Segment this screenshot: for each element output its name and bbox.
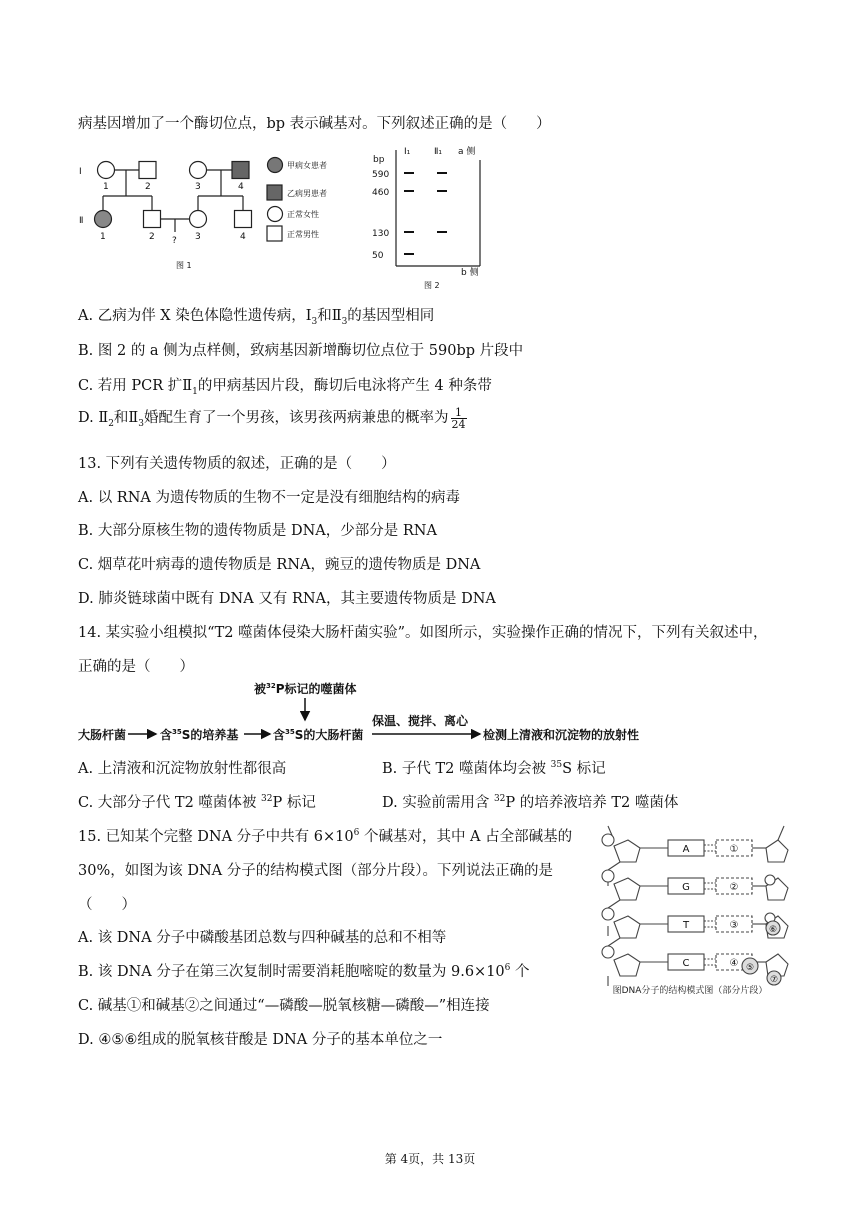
pedigree-id: 3 xyxy=(195,232,201,242)
q14-option-d: D. 实验前需用含 $^{32}$P 的培养液培养 T2 噬菌体 xyxy=(382,794,679,811)
q13-option-a: A. 以 RNA 为遗传物质的生物不一定是没有细胞结构的病毒 xyxy=(78,490,460,506)
page-footer: 第 4页，共 13页 xyxy=(384,1152,476,1166)
gel-bp-label: bp xyxy=(373,155,385,165)
phage-experiment-flow xyxy=(76,676,676,748)
flow-node-detect: 检测上清液和沉淀物的放射性 xyxy=(483,728,640,742)
q12-option-a: A. 乙病为伴 X 染色体隐性遗传病，$Ⅰ_3$和$Ⅱ_3$的基因型相同 xyxy=(78,308,435,327)
legend-affected-female-a: 甲病女患者 xyxy=(287,161,327,170)
q14-stem-line1: 14. 某实验小组模拟“T2 噬菌体侵染大肠杆菌实验”。如图所示，实验操作正确的情况下，下列有关叙述中， xyxy=(78,625,768,641)
pedigree-id: 2 xyxy=(145,182,151,192)
q15-stem-line1: 15. 已知某个完整 DNA 分子中共有 $6\times 10^6$ 个碱基对，其中 A 占全部碱基的 xyxy=(78,828,573,845)
pedigree-id: 4 xyxy=(238,182,244,192)
pedigree-id: 4 xyxy=(240,232,246,242)
q13-option-c: C. 烟草花叶病毒的遗传物质是 RNA，豌豆的遗传物质是 DNA xyxy=(78,557,481,573)
flow-node-labeled-ecoli: 含$^{35}$S的大肠杆菌 xyxy=(273,728,364,742)
figure1-caption: 图 1 xyxy=(176,261,192,270)
pedigree-gen-II: Ⅱ xyxy=(79,216,84,226)
gel-a-side: a 侧 xyxy=(458,147,476,157)
pedigree-id: 2 xyxy=(149,232,155,242)
pedigree-figure xyxy=(76,148,351,276)
electrophoresis-figure xyxy=(368,142,503,292)
legend-affected-male-b: 乙病男患者 xyxy=(287,189,327,198)
gel-lane-II1: Ⅱ₁ xyxy=(434,147,443,157)
q14-option-b: B. 子代 T2 噬菌体均会被 $^{35}$S 标记 xyxy=(382,760,606,777)
dna-pair-2: ② xyxy=(729,882,739,893)
q13-stem: 13. 下列有关遗传物质的叙述，正确的是（ ） xyxy=(78,456,396,472)
fraction: $\frac{1}{24}$ xyxy=(451,405,466,431)
q14-option-c: C. 大部分子代 T2 噬菌体被 $^{32}$P 标记 xyxy=(78,794,316,811)
gel-size-130: 130 xyxy=(372,229,390,239)
flow-arrow-label: 保温、搅拌、离心 xyxy=(372,714,469,728)
q15-option-b: B. 该 DNA 分子在第三次复制时需要消耗胞嘧啶的数量为 $9.6\times 10^6$ 个 xyxy=(78,963,530,980)
flow-node-ecoli: 大肠杆菌 xyxy=(78,728,127,742)
q14-option-a: A. 上清液和沉淀物放射性都很高 xyxy=(78,761,287,777)
dna-figure-caption: 图DNA分子的结构模式图（部分片段） xyxy=(612,986,768,994)
figure2-caption: 图 2 xyxy=(424,281,440,290)
dna-pair-4: ④ xyxy=(729,958,739,969)
dna-mark-6: ⑥ xyxy=(768,925,778,935)
q15-stem-line3: （ ） xyxy=(78,897,136,913)
q15-stem-line2: 30%，如图为该 DNA 分子的结构模式图（部分片段）。下列说法正确的是 xyxy=(78,863,553,879)
pedigree-id: 1 xyxy=(103,182,109,192)
q14-stem-line2: 正确的是（ ） xyxy=(78,659,194,675)
dna-mark-7: ⑦ xyxy=(769,975,779,985)
gel-lane-I1: Ⅰ₁ xyxy=(404,147,411,157)
dna-pair-1: ① xyxy=(729,844,739,855)
dna-pair-3: ③ xyxy=(729,920,739,931)
q12-stem-tail: 病基因增加了一个酶切位点，bp 表示碱基对。下列叙述正确的是（ ） xyxy=(78,116,551,132)
gel-b-side: b 侧 xyxy=(461,268,479,278)
dna-base-A: A xyxy=(682,844,690,855)
q15-option-c: C. 碱基①和碱基②之间通过“—磷酸—脱氧核糖—磷酸—”相连接 xyxy=(78,998,490,1014)
pedigree-id: 3 xyxy=(195,182,201,192)
gel-size-590: 590 xyxy=(372,170,390,180)
q15-option-d: D. ④⑤⑥组成的脱氧核苷酸是 DNA 分子的基本单位之一 xyxy=(78,1032,443,1048)
gel-size-460: 460 xyxy=(372,188,390,198)
flow-node-medium: 含$^{35}$S的培养基 xyxy=(160,728,239,742)
pedigree-id: 1 xyxy=(100,232,106,242)
dna-base-G: G xyxy=(682,882,690,893)
dna-base-C: C xyxy=(682,958,690,969)
q12-option-d: D. $Ⅱ_2$和$Ⅱ_3$婚配生育了一个男孩，该男孩两病兼患的概率为 $\frac{1}{24}$ xyxy=(78,405,466,431)
flow-top-label: 被$^{32}$P标记的噬菌体 xyxy=(254,682,357,696)
q13-option-b: B. 大部分原核生物的遗传物质是 DNA，少部分是 RNA xyxy=(78,523,437,539)
dna-mark-5: ⑤ xyxy=(745,963,755,973)
legend-normal-male: 正常男性 xyxy=(287,230,319,239)
dna-structure-figure xyxy=(590,818,790,994)
pedigree-question-mark: ? xyxy=(172,236,177,246)
q12-option-b: B. 图 2 的 a 侧为点样侧，致病基因新增酶切位点位于 590bp 片段中 xyxy=(78,343,524,359)
legend-normal-female: 正常女性 xyxy=(287,210,319,219)
pedigree-gen-I: Ⅰ xyxy=(79,167,82,177)
dna-base-T: T xyxy=(682,920,690,931)
q13-option-d: D. 肺炎链球菌中既有 DNA 又有 RNA，其主要遗传物质是 DNA xyxy=(78,591,496,607)
q15-option-a: A. 该 DNA 分子中磷酸基团总数与四种碱基的总和不相等 xyxy=(78,930,447,946)
q12-option-c: C. 若用 PCR 扩$Ⅱ_1$的甲病基因片段，酶切后电泳将产生 4 种条带 xyxy=(78,378,492,397)
gel-size-50: 50 xyxy=(372,251,384,261)
